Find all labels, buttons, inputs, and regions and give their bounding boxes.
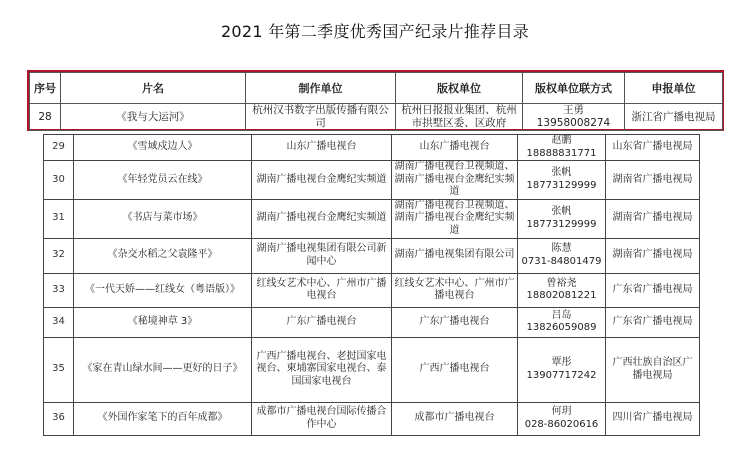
cell-no: 34 [44,307,74,337]
header-copyright: 版权单位 [396,73,523,104]
cell-producer: 湖南广播电视台金鹰纪实频道 [252,161,392,200]
contact-phone: 13826059089 [526,322,597,333]
header-table [29,72,723,131]
cell-name: 《外国作家笔下的百年成都》 [74,402,252,435]
cell-no: 28 [30,104,61,131]
cell-applicant: 广东省广播电视局 [606,273,700,307]
contact-name: 张帆 [551,167,572,179]
contact-name: 张帆 [551,206,572,217]
cell-producer: 成都市广播电视台国际传播合作中心 [252,402,392,435]
cell-name: 《年轻党员云在线》 [74,161,252,200]
page-title: 2021 年第二季度优秀国产纪录片推荐目录 [220,22,530,41]
cell-producer: 山东广播电视台 [252,135,392,161]
cell-producer: 湖南广播电视台金鹰纪实频道 [252,199,392,238]
cell-name: 《秘境神草 3》 [74,307,252,337]
cell-copyright: 山东广播电视台 [392,135,518,161]
cell-name: 《一代天娇——红线女（粤语版）》 [74,273,252,307]
cell-producer: 广西广播电视台、老挝国家电视台、柬埔寨国家电视台、泰国国家电视台 [252,337,392,402]
cell-no: 35 [44,337,74,402]
cell-no: 33 [44,273,74,307]
cell-copyright: 成都市广播电视台 [392,402,518,435]
contact-name: 覃彤 [551,357,572,368]
cell-producer: 湖南广播电视集团有限公司新闻中心 [252,238,392,273]
header-no: 序号 [30,73,61,104]
cell-copyright: 杭州日报报业集团、杭州市拱墅区委、区政府 [396,104,523,131]
contact-name: 曾裕尧 [546,277,577,289]
header-contact: 版权单位联方式 [523,73,625,104]
contact-phone: 0731-84801479 [521,255,602,267]
cell-applicant: 四川省广播电视局 [606,402,700,435]
cell-copyright: 湖南广播电视台卫视频道、湖南广播电视台金鹰纪实频道 [392,199,518,238]
cell-contact [518,273,606,307]
cell-applicant: 浙江省广播电视局 [625,104,723,131]
table-row [44,337,700,402]
cell-applicant: 山东省广播电视局 [606,135,700,161]
header-row [30,73,723,104]
cell-copyright: 红线女艺术中心、广州市广播电视台 [392,273,518,307]
cell-applicant: 广西壮族自治区广播电视局 [606,337,700,402]
cell-copyright: 湖南广播电视台卫视频道、湖南广播电视台金鹰纪实频道 [392,161,518,200]
table-row [44,135,700,161]
cell-applicant: 广东省广播电视局 [606,307,700,337]
contact-name: 陈慧 [551,243,572,254]
cell-no: 36 [44,402,74,435]
cell-name: 《家在青山绿水间——更好的日子》 [74,337,252,402]
cell-producer: 广东广播电视台 [252,307,392,337]
table-row [44,307,700,337]
cell-name: 《书店与菜市场》 [74,199,252,238]
table-row-28 [30,104,723,131]
cell-contact [518,161,606,200]
contact-phone: 18773129999 [526,179,597,191]
table-row [44,199,700,238]
cell-copyright: 广东广播电视台 [392,307,518,337]
cell-producer: 红线女艺术中心、广州市广播电视台 [252,273,392,307]
cell-contact [518,337,606,402]
cell-no: 31 [44,199,74,238]
contact-phone: 18888831771 [526,147,597,159]
cell-applicant: 湖南省广播电视局 [606,161,700,200]
contact-name: 王勇 [563,104,584,116]
cell-applicant: 湖南省广播电视局 [606,199,700,238]
table-row [44,402,700,435]
contact-phone: 028-86020616 [524,418,599,430]
cell-name: 《雪域戍边人》 [74,135,252,161]
cell-producer: 杭州汉书数字出版传播有限公司 [246,104,396,131]
cell-no: 29 [44,135,74,161]
cell-name: 《我与大运河》 [61,104,246,131]
documentary-table [43,134,700,436]
cell-contact [518,199,606,238]
cell-contact [518,238,606,273]
cell-no: 32 [44,238,74,273]
cell-contact [518,402,606,435]
cell-contact [518,135,606,161]
cell-applicant: 湖南省广播电视局 [606,238,700,273]
table-row [44,273,700,307]
header-producer: 制作单位 [246,73,396,104]
contact-name: 赵鹏 [551,135,572,146]
documentary-table-body [44,135,700,436]
cell-copyright: 湖南广播电视集团有限公司 [392,238,518,273]
cell-contact [518,307,606,337]
contact-phone: 18802081221 [526,290,597,301]
contact-name: 吕岛 [551,309,572,321]
cell-contact [523,104,625,131]
highlighted-table-header [27,70,724,131]
header-name: 片名 [61,73,246,104]
header-applicant: 申报单位 [625,73,723,104]
table-row [44,161,700,200]
table-row [44,238,700,273]
contact-phone: 18773129999 [526,218,597,230]
cell-name: 《杂交水稻之父袁隆平》 [74,238,252,273]
contact-name: 何玥 [551,406,572,417]
contact-phone: 13958008274 [536,117,611,129]
cell-no: 30 [44,161,74,200]
contact-phone: 13907717242 [526,369,597,381]
cell-copyright: 广西广播电视台 [392,337,518,402]
